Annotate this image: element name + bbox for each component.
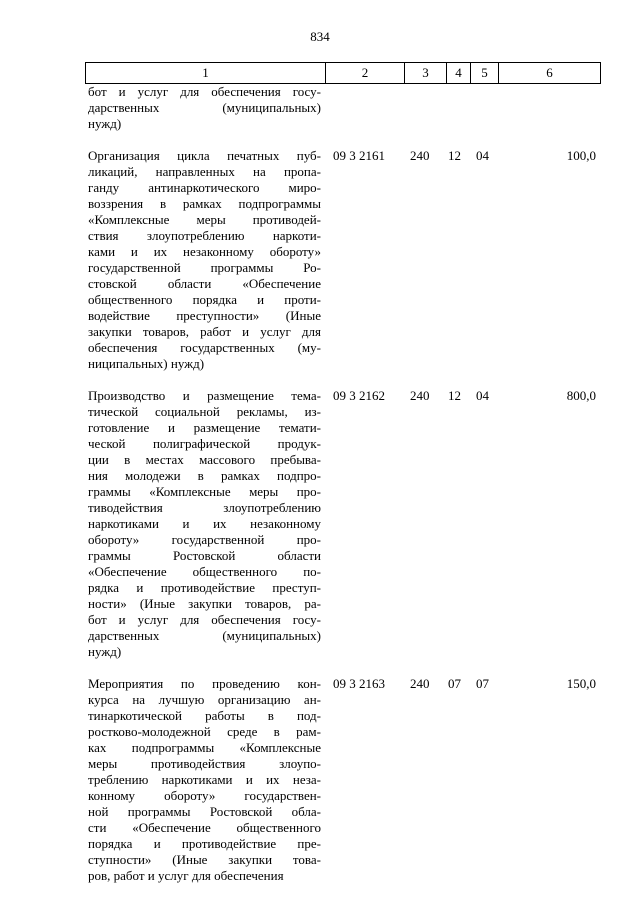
- description-line: воззрения в рамках подпрограммы: [88, 196, 321, 211]
- description-line: обороту» государственной про-: [88, 532, 321, 547]
- description-line: ками и их незаконному обороту»: [88, 244, 321, 259]
- description-line: рядка и противодействие преступ-: [88, 580, 321, 595]
- description-line: конному обороту» государствен-: [88, 788, 321, 803]
- description-line: ганду антинаркотического миро-: [88, 180, 321, 195]
- description-line: готовление и размещение темати-: [88, 420, 321, 435]
- description-line: сти «Обеспечение общественного: [88, 820, 321, 835]
- description-line: государственной программы Ро-: [88, 260, 321, 275]
- description-line: закупки товаров, работ и услуг для: [88, 324, 321, 339]
- amount-value: 150,0: [566, 676, 596, 691]
- description-line: ции в местах массового пребыва-: [88, 452, 321, 467]
- description-line: дарственных (муниципальных): [88, 628, 321, 643]
- column-header-2: 2: [326, 63, 405, 84]
- description-line: курса на лучшую организацию ан-: [88, 692, 321, 707]
- subsection-code: 04: [476, 148, 489, 163]
- description-line: порядка и противодействие пре-: [88, 836, 321, 851]
- description-line: меры противодействия злоупо-: [88, 756, 321, 771]
- amount-value: 800,0: [566, 388, 596, 403]
- page-number: 834: [310, 29, 330, 44]
- description-line: дарственных (муниципальных): [88, 100, 321, 115]
- description-line: тиводействия злоупотреблению: [88, 500, 321, 515]
- target-article-code: 09 3 2163: [333, 676, 385, 691]
- row-description: [88, 388, 321, 660]
- table-row: [88, 84, 608, 132]
- description-line: нужд): [88, 644, 122, 659]
- expense-type-code: 240: [410, 388, 430, 403]
- subsection-code: 04: [476, 388, 489, 403]
- section-code: 07: [448, 676, 461, 691]
- description-line: нужд): [88, 116, 122, 131]
- column-header-1: 1: [86, 63, 326, 84]
- column-header-table: [85, 62, 601, 84]
- description-line: ниципальных) нужд): [88, 356, 205, 371]
- description-line: Мероприятия по проведению кон-: [88, 676, 321, 691]
- description-line: тической социальной рекламы, из-: [88, 404, 321, 419]
- description-line: наркотиками и их незаконному: [88, 516, 321, 531]
- subsection-code: 07: [476, 676, 489, 691]
- description-line: ческой полиграфической продук-: [88, 436, 321, 451]
- description-line: бот и услуг для обеспечения госу-: [88, 612, 321, 627]
- section-code: 12: [448, 148, 461, 163]
- description-line: общественного порядка и проти-: [88, 292, 321, 307]
- description-line: «Обеспечение общественного по-: [88, 564, 321, 579]
- section-code: 12: [448, 388, 461, 403]
- description-line: ступности» (Иные закупки това-: [88, 852, 321, 867]
- description-line: ния молодежи в рамках подпро-: [88, 468, 321, 483]
- column-header-5: 5: [471, 63, 499, 84]
- description-line: ной программы Ростовской обла-: [88, 804, 321, 819]
- expense-type-code: 240: [410, 148, 430, 163]
- target-article-code: 09 3 2161: [333, 148, 385, 163]
- description-line: граммы Ростовской области: [88, 548, 321, 563]
- description-line: «Комплексные меры противодей-: [88, 212, 321, 227]
- description-line: Организация цикла печатных пуб-: [88, 148, 321, 163]
- table-row: [88, 676, 608, 884]
- row-description: [88, 148, 321, 372]
- description-line: треблению наркотиками и их неза-: [88, 772, 321, 787]
- amount-value: 100,0: [566, 148, 596, 163]
- column-header-6: 6: [499, 63, 601, 84]
- description-line: обеспечения государственных (му-: [88, 340, 321, 355]
- description-line: ности» (Иные закупки товаров, ра-: [88, 596, 321, 611]
- row-description: [88, 676, 321, 884]
- table-row: [88, 148, 608, 372]
- description-line: ростково-молодежной среде в рам-: [88, 724, 321, 739]
- description-line: ликаций, направленных на пропа-: [88, 164, 321, 179]
- target-article-code: 09 3 2162: [333, 388, 385, 403]
- description-line: граммы «Комплексные меры про-: [88, 484, 321, 499]
- budget-rows: [88, 84, 608, 900]
- description-line: ров, работ и услуг для обеспечения: [88, 868, 284, 883]
- description-line: стовской области «Обеспечение: [88, 276, 321, 291]
- table-row: [88, 388, 608, 660]
- description-line: ках подпрограммы «Комплексные: [88, 740, 321, 755]
- column-header-row: [86, 63, 601, 84]
- description-line: ствия злоупотреблению наркоти-: [88, 228, 321, 243]
- description-line: Производство и размещение тема-: [88, 388, 321, 403]
- column-header-4: 4: [447, 63, 471, 84]
- column-header-3: 3: [405, 63, 447, 84]
- expense-type-code: 240: [410, 676, 430, 691]
- description-line: тинаркотической работы в под-: [88, 708, 321, 723]
- description-line: бот и услуг для обеспечения госу-: [88, 84, 321, 99]
- row-description: [88, 84, 321, 132]
- description-line: водействие преступности» (Иные: [88, 308, 321, 323]
